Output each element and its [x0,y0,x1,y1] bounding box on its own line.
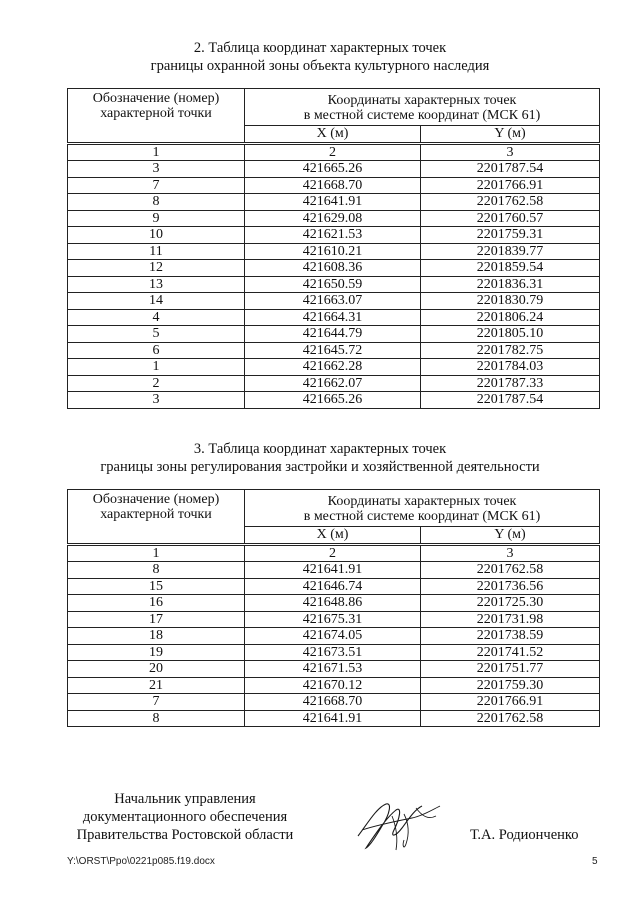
table-row [68,309,600,326]
point-number-cell: 17 [68,611,245,628]
table-row [68,177,600,194]
x-coordinate-cell: 421641.91 [245,710,421,727]
x-coordinate-cell: 421641.91 [245,562,421,579]
table2-caption [0,440,640,476]
y-coordinate-cell: 2201762.58 [421,562,600,579]
signer-name: Т.А. Родионченко [470,827,579,843]
y-coordinate-cell: 2201751.77 [421,661,600,678]
x-coordinate-cell: 421646.74 [245,578,421,595]
point-number-cell: 14 [68,293,245,310]
table-row [68,260,600,277]
signer-position [70,790,300,844]
table-row [68,359,600,376]
y-header: Y (м) [421,527,600,545]
signer-position-line3: Правительства Ростовской области [76,827,294,843]
handwritten-signature [352,796,444,854]
table-row [68,276,600,293]
x-coordinate-cell: 421608.36 [245,260,421,277]
table2-caption-line2: границы зоны регулирования застройки и хозяйственной деятельности [100,459,540,475]
y-coordinate-cell: 2201787.33 [421,375,600,392]
y-coordinate-cell: 2201741.52 [421,644,600,661]
x-coordinate-cell: 421664.31 [245,309,421,326]
table1-caption-line1: 2. Таблица координат характерных точек [193,40,447,56]
x-coordinate-cell: 421610.21 [245,243,421,260]
file-path: Y:\ORST\Ppo\0221p085.f19.docx [67,856,215,867]
x-coordinate-cell: 421665.26 [245,161,421,178]
table1-caption [0,39,640,75]
coordinates-header: Координаты характерных точек в местной системе координат (МСК 61) [245,490,600,527]
table-row [68,661,600,678]
y-coordinate-cell: 2201782.75 [421,342,600,359]
y-coordinate-cell: 2201787.54 [421,392,600,409]
x-coordinate-cell: 421645.72 [245,342,421,359]
x-coordinate-cell: 421673.51 [245,644,421,661]
y-coordinate-cell: 2201762.58 [421,194,600,211]
table1-caption-line2: границы охранной зоны объекта культурного наследия [150,58,490,74]
coordinates-table-1 [67,88,600,409]
y-coordinate-cell: 2201759.31 [421,227,600,244]
y-coordinate-cell: 2201839.77 [421,243,600,260]
table-row [68,210,600,227]
table-row [68,342,600,359]
column-number: 1 [68,143,245,161]
page-number: 5 [592,856,598,867]
y-coordinate-cell: 2201760.57 [421,210,600,227]
column-number: 2 [245,143,421,161]
table-row [68,694,600,711]
y-coordinate-cell: 2201766.91 [421,694,600,711]
x-coordinate-cell: 421662.28 [245,359,421,376]
x-coordinate-cell: 421671.53 [245,661,421,678]
x-header: X (м) [245,527,421,545]
y-coordinate-cell: 2201736.56 [421,578,600,595]
y-coordinate-cell: 2201759.30 [421,677,600,694]
point-number-cell: 20 [68,661,245,678]
y-coordinate-cell: 2201725.30 [421,595,600,612]
table-row [68,293,600,310]
x-coordinate-cell: 421662.07 [245,375,421,392]
point-number-cell: 8 [68,710,245,727]
table1-body [68,161,600,409]
point-number-cell: 3 [68,161,245,178]
x-coordinate-cell: 421641.91 [245,194,421,211]
y-coordinate-cell: 2201766.91 [421,177,600,194]
table-row [68,677,600,694]
signer-position-line2: документационного обеспечения [82,809,288,825]
point-number-cell: 2 [68,375,245,392]
point-number-cell: 5 [68,326,245,343]
point-number-cell: 6 [68,342,245,359]
signer-position-line1: Начальник управления [114,791,256,807]
point-number-cell: 10 [68,227,245,244]
point-number-cell: 16 [68,595,245,612]
x-coordinate-cell: 421663.07 [245,293,421,310]
table-row [68,562,600,579]
table-row [68,644,600,661]
point-number-cell: 7 [68,177,245,194]
point-number-cell: 19 [68,644,245,661]
table2-caption-line1: 3. Таблица координат характерных точек [193,441,447,457]
x-coordinate-cell: 421629.08 [245,210,421,227]
point-number-cell: 15 [68,578,245,595]
column-number: 3 [421,544,600,562]
column-number: 1 [68,544,245,562]
table-row [68,161,600,178]
y-header: Y (м) [421,126,600,144]
x-coordinate-cell: 421675.31 [245,611,421,628]
point-number-cell: 11 [68,243,245,260]
table-row [68,710,600,727]
point-designation-header: Обозначение (номер) характерной точки [68,490,245,545]
coordinates-header: Координаты характерных точек в местной системе координат (МСК 61) [245,89,600,126]
x-coordinate-cell: 421648.86 [245,595,421,612]
y-coordinate-cell: 2201836.31 [421,276,600,293]
point-number-cell: 7 [68,694,245,711]
table-row [68,595,600,612]
table-row [68,243,600,260]
column-number: 3 [421,143,600,161]
table-row [68,227,600,244]
coordinates-table-2 [67,489,600,727]
table-row [68,392,600,409]
x-coordinate-cell: 421668.70 [245,694,421,711]
point-number-cell: 3 [68,392,245,409]
y-coordinate-cell: 2201762.58 [421,710,600,727]
table-row [68,194,600,211]
y-coordinate-cell: 2201731.98 [421,611,600,628]
point-number-cell: 8 [68,562,245,579]
point-number-cell: 21 [68,677,245,694]
x-coordinate-cell: 421650.59 [245,276,421,293]
table-row [68,628,600,645]
y-coordinate-cell: 2201738.59 [421,628,600,645]
point-number-cell: 4 [68,309,245,326]
point-number-cell: 13 [68,276,245,293]
y-coordinate-cell: 2201859.54 [421,260,600,277]
x-coordinate-cell: 421665.26 [245,392,421,409]
table-row [68,375,600,392]
y-coordinate-cell: 2201830.79 [421,293,600,310]
table-row [68,611,600,628]
y-coordinate-cell: 2201806.24 [421,309,600,326]
y-coordinate-cell: 2201784.03 [421,359,600,376]
point-number-cell: 1 [68,359,245,376]
table2-body [68,562,600,727]
x-header: X (м) [245,126,421,144]
y-coordinate-cell: 2201805.10 [421,326,600,343]
point-number-cell: 18 [68,628,245,645]
table-row [68,326,600,343]
x-coordinate-cell: 421670.12 [245,677,421,694]
x-coordinate-cell: 421674.05 [245,628,421,645]
y-coordinate-cell: 2201787.54 [421,161,600,178]
point-designation-header: Обозначение (номер) характерной точки [68,89,245,144]
x-coordinate-cell: 421644.79 [245,326,421,343]
point-number-cell: 8 [68,194,245,211]
point-number-cell: 12 [68,260,245,277]
x-coordinate-cell: 421668.70 [245,177,421,194]
table-row [68,578,600,595]
column-number: 2 [245,544,421,562]
point-number-cell: 9 [68,210,245,227]
x-coordinate-cell: 421621.53 [245,227,421,244]
